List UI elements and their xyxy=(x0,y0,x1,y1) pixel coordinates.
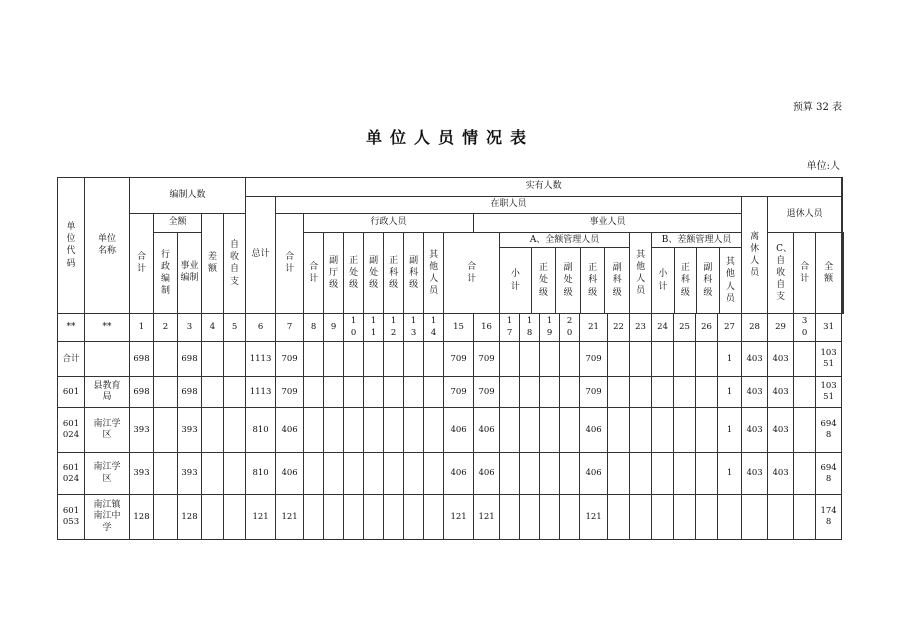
cell-col-1: 698 xyxy=(130,342,154,377)
cell-col-16: 709 xyxy=(474,342,500,377)
cell-col-25 xyxy=(674,408,696,453)
cell-col-5 xyxy=(224,495,246,540)
header-b-xiaoji: 小计 xyxy=(652,248,675,313)
cell-col-24 xyxy=(652,377,674,408)
cell-col-7: 709 xyxy=(276,342,304,377)
cell-col-31: 10351 xyxy=(816,342,842,377)
cell-col-20 xyxy=(560,495,580,540)
index-12: 12 xyxy=(384,314,404,342)
cell-col-26 xyxy=(696,408,718,453)
cell-col-12 xyxy=(384,453,404,495)
index-30: 30 xyxy=(794,314,816,342)
header-sy-bianzhi: 事业编制 xyxy=(178,233,202,314)
cell-col-28: 403 xyxy=(742,408,768,453)
cell-col-14 xyxy=(424,495,444,540)
index-21: 21 xyxy=(580,314,608,342)
cell-col-8 xyxy=(304,342,324,377)
form-number: 预算 32 表 xyxy=(792,102,842,113)
cell-col-1: 128 xyxy=(130,495,154,540)
cell-col-18 xyxy=(520,495,540,540)
cell-col-14 xyxy=(424,342,444,377)
cell-col-12 xyxy=(384,377,404,408)
header-a-xiaoji: 小计 xyxy=(500,248,532,313)
cell-col-28: 403 xyxy=(742,377,768,408)
cell-col-24 xyxy=(652,408,674,453)
cell-col-9 xyxy=(324,342,344,377)
index-7: 7 xyxy=(276,314,304,342)
cell-col-13 xyxy=(404,377,424,408)
cell-col-3: 393 xyxy=(178,453,202,495)
header-fuke: 副科级 xyxy=(404,233,424,314)
cell-col-3: 128 xyxy=(178,495,202,540)
index-9: 9 xyxy=(324,314,344,342)
cell-col-19 xyxy=(540,377,560,408)
cell-col-19 xyxy=(540,453,560,495)
cell-col-18 xyxy=(520,377,540,408)
cell-col-23 xyxy=(630,453,652,495)
cell-col-26 xyxy=(696,342,718,377)
index-19: 19 xyxy=(540,314,560,342)
index-13: 13 xyxy=(404,314,424,342)
cell-col-21: 709 xyxy=(580,377,608,408)
cell-col-31: 10351 xyxy=(816,377,842,408)
cell-col-6: 810 xyxy=(246,453,276,495)
header-xz-heji: 合计 xyxy=(304,233,324,314)
cell-col-27: 1 xyxy=(718,342,742,377)
header-sy-heji: 合计 xyxy=(444,233,500,314)
cell-col-26 xyxy=(696,453,718,495)
index-17: 17 xyxy=(500,314,520,342)
index-3: 3 xyxy=(178,314,202,342)
index-20: 20 xyxy=(560,314,580,342)
cell-col-2 xyxy=(154,408,178,453)
header-xz-qita: 其他人员 xyxy=(424,233,444,314)
cell-col-22 xyxy=(608,453,630,495)
cell-col-14 xyxy=(424,453,444,495)
header-a-zhengke: 正科级 xyxy=(581,248,606,313)
header-tx-heji: 合计 xyxy=(794,233,816,314)
header-bz-chae: 差额 xyxy=(202,214,224,314)
cell-unit-code: 601024 xyxy=(58,408,85,453)
cell-col-16: 406 xyxy=(474,408,500,453)
header-bz-zishou: 自收自支 xyxy=(224,214,246,314)
table-row xyxy=(58,453,844,495)
cell-col-23 xyxy=(630,342,652,377)
cell-col-17 xyxy=(500,377,520,408)
cell-col-14 xyxy=(424,408,444,453)
cell-col-9 xyxy=(324,408,344,453)
cell-col-9 xyxy=(324,453,344,495)
index-10: 10 xyxy=(344,314,364,342)
cell-col-6: 121 xyxy=(246,495,276,540)
cell-col-5 xyxy=(224,377,246,408)
cell-col-13 xyxy=(404,342,424,377)
cell-col-9 xyxy=(324,495,344,540)
index-8: 8 xyxy=(304,314,324,342)
cell-col-19 xyxy=(540,408,560,453)
cell-unit-name: 南江学区 xyxy=(85,453,130,495)
index-6: 6 xyxy=(246,314,276,342)
cell-unit-code: 601024 xyxy=(58,453,85,495)
cell-col-20 xyxy=(560,342,580,377)
cell-col-5 xyxy=(224,408,246,453)
cell-unit-name: 县教育局 xyxy=(85,377,130,408)
header-shiyou: 实有人数 xyxy=(246,178,842,197)
cell-col-20 xyxy=(560,408,580,453)
header-chae-mgmt: B、差额管理人员 xyxy=(652,233,741,248)
cell-col-8 xyxy=(304,408,324,453)
cell-col-4 xyxy=(202,453,224,495)
cell-unit-code: 601053 xyxy=(58,495,85,540)
cell-col-4 xyxy=(202,495,224,540)
index-row xyxy=(58,314,844,342)
cell-col-5 xyxy=(224,342,246,377)
cell-col-30 xyxy=(794,453,816,495)
cell-col-6: 810 xyxy=(246,408,276,453)
cell-col-4 xyxy=(202,408,224,453)
header-shiye: 事业人员 xyxy=(474,214,742,233)
cell-col-24 xyxy=(652,453,674,495)
index-code: ** xyxy=(58,314,85,342)
cell-col-22 xyxy=(608,408,630,453)
header-quane-mgmt: A、全额管理人员 xyxy=(500,233,629,248)
cell-col-6: 1113 xyxy=(246,342,276,377)
cell-col-4 xyxy=(202,342,224,377)
header-b-fuke: 副科级 xyxy=(697,248,720,313)
index-26: 26 xyxy=(696,314,718,342)
header-zz-heji: 合计 xyxy=(276,214,304,314)
cell-col-17 xyxy=(500,408,520,453)
unit-label: 单位:人 xyxy=(806,161,840,172)
cell-col-20 xyxy=(560,453,580,495)
header-a-fuke: 副科级 xyxy=(612,263,622,298)
cell-col-21: 121 xyxy=(580,495,608,540)
table-row xyxy=(58,408,844,453)
table-row xyxy=(58,342,844,377)
header-zongji: 总计 xyxy=(246,197,276,314)
cell-col-10 xyxy=(344,408,364,453)
cell-col-11 xyxy=(364,408,384,453)
cell-col-29: 403 xyxy=(768,408,794,453)
header-a-zhengchu: 正处级 xyxy=(532,248,557,313)
table-row xyxy=(58,495,844,540)
cell-col-19 xyxy=(540,495,560,540)
index-24: 24 xyxy=(652,314,674,342)
cell-col-8 xyxy=(304,495,324,540)
cell-col-30 xyxy=(794,342,816,377)
cell-col-25 xyxy=(674,377,696,408)
cell-col-23 xyxy=(630,495,652,540)
header-a-qita: 其他人员 xyxy=(630,233,652,314)
cell-col-18 xyxy=(520,342,540,377)
cell-col-10 xyxy=(344,495,364,540)
personnel-table xyxy=(57,177,844,540)
header-quane-mgmt-group xyxy=(500,233,630,314)
cell-unit-name: 南江学区 xyxy=(85,408,130,453)
index-name: ** xyxy=(85,314,130,342)
header-xz-bianzhi: 行政编制 xyxy=(154,233,178,314)
cell-col-27: 1 xyxy=(718,408,742,453)
cell-col-29: 403 xyxy=(768,377,794,408)
index-28: 28 xyxy=(742,314,768,342)
cell-col-27: 1 xyxy=(718,453,742,495)
header-tuixiu: 退休人员 xyxy=(768,197,842,233)
index-27: 27 xyxy=(718,314,742,342)
index-15: 15 xyxy=(444,314,474,342)
cell-col-13 xyxy=(404,453,424,495)
cell-col-7: 121 xyxy=(276,495,304,540)
cell-col-13 xyxy=(404,495,424,540)
cell-col-8 xyxy=(304,453,324,495)
cell-col-4 xyxy=(202,377,224,408)
cell-col-26 xyxy=(696,377,718,408)
header-lixiu: 离休人员 xyxy=(742,197,768,314)
cell-col-18 xyxy=(520,453,540,495)
cell-col-30 xyxy=(794,495,816,540)
cell-col-2 xyxy=(154,342,178,377)
cell-col-10 xyxy=(344,453,364,495)
cell-unit-code: 合计 xyxy=(58,342,85,377)
header-tx-quane: 全额 xyxy=(816,233,842,314)
cell-col-20 xyxy=(560,377,580,408)
index-11: 11 xyxy=(364,314,384,342)
cell-col-5 xyxy=(224,453,246,495)
cell-col-16: 121 xyxy=(474,495,500,540)
cell-col-12 xyxy=(384,408,404,453)
cell-col-23 xyxy=(630,377,652,408)
table-row xyxy=(58,377,844,408)
header-tx-chae xyxy=(843,233,844,314)
cell-col-7: 406 xyxy=(276,453,304,495)
cell-col-27: 1 xyxy=(718,377,742,408)
cell-col-15: 709 xyxy=(444,377,474,408)
cell-col-26 xyxy=(696,495,718,540)
cell-col-18 xyxy=(520,408,540,453)
index-16: 16 xyxy=(474,314,500,342)
cell-col-24 xyxy=(652,495,674,540)
cell-col-21: 709 xyxy=(580,342,608,377)
page-title: 单位人员情况表 xyxy=(365,128,534,147)
header-chae-mgmt-group xyxy=(652,233,742,314)
header-bz-heji: 合计 xyxy=(130,214,154,314)
header-zhengchu: 正处级 xyxy=(344,233,364,314)
cell-col-24 xyxy=(652,342,674,377)
cell-col-31: 1748 xyxy=(816,495,842,540)
header-xingzheng: 行政人员 xyxy=(304,214,474,233)
cell-col-15: 406 xyxy=(444,453,474,495)
cell-col-11 xyxy=(364,495,384,540)
index-5: 5 xyxy=(224,314,246,342)
cell-col-28: 403 xyxy=(742,453,768,495)
index-29: 29 xyxy=(768,314,794,342)
cell-col-1: 393 xyxy=(130,453,154,495)
cell-col-17 xyxy=(500,342,520,377)
cell-col-3: 393 xyxy=(178,408,202,453)
index-25: 25 xyxy=(674,314,696,342)
index-4: 4 xyxy=(202,314,224,342)
cell-col-15: 406 xyxy=(444,408,474,453)
cell-col-6: 1113 xyxy=(246,377,276,408)
cell-col-11 xyxy=(364,453,384,495)
header-unit-name: 单位名称 xyxy=(85,178,130,314)
cell-col-8 xyxy=(304,377,324,408)
header-a-fuchu: 副处级 xyxy=(556,248,581,313)
cell-col-2 xyxy=(154,377,178,408)
cell-col-25 xyxy=(674,495,696,540)
cell-col-10 xyxy=(344,377,364,408)
index-18: 18 xyxy=(520,314,540,342)
index-1: 1 xyxy=(130,314,154,342)
cell-col-22 xyxy=(608,342,630,377)
cell-col-22 xyxy=(608,495,630,540)
cell-col-30 xyxy=(794,408,816,453)
cell-unit-code: 601 xyxy=(58,377,85,408)
cell-col-2 xyxy=(154,495,178,540)
cell-col-13 xyxy=(404,408,424,453)
cell-col-12 xyxy=(384,342,404,377)
header-b-qita: 其他人员 xyxy=(725,257,735,304)
header-zaizhi: 在职人员 xyxy=(276,197,742,214)
cell-col-7: 406 xyxy=(276,408,304,453)
header-b-zhengke: 正科级 xyxy=(675,248,698,313)
cell-col-3: 698 xyxy=(178,377,202,408)
cell-col-23 xyxy=(630,408,652,453)
cell-col-7: 709 xyxy=(276,377,304,408)
cell-col-29: 403 xyxy=(768,342,794,377)
cell-col-9 xyxy=(324,377,344,408)
cell-col-28: 403 xyxy=(742,342,768,377)
cell-col-17 xyxy=(500,495,520,540)
index-14: 14 xyxy=(424,314,444,342)
cell-col-11 xyxy=(364,377,384,408)
cell-col-16: 709 xyxy=(474,377,500,408)
cell-col-25 xyxy=(674,342,696,377)
header-fuchu: 副处级 xyxy=(364,233,384,314)
header-futing: 副厅级 xyxy=(324,233,344,314)
cell-col-15: 121 xyxy=(444,495,474,540)
cell-col-25 xyxy=(674,453,696,495)
cell-unit-name: 南江镇南江中学 xyxy=(85,495,130,540)
cell-col-1: 393 xyxy=(130,408,154,453)
cell-col-19 xyxy=(540,342,560,377)
cell-col-30 xyxy=(794,377,816,408)
index-2: 2 xyxy=(154,314,178,342)
header-c-zishou: C、自收自支 xyxy=(768,233,794,314)
cell-col-27 xyxy=(718,495,742,540)
cell-col-11 xyxy=(364,342,384,377)
cell-col-31: 6948 xyxy=(816,408,842,453)
index-23: 23 xyxy=(630,314,652,342)
cell-col-31: 6948 xyxy=(816,453,842,495)
cell-col-3: 698 xyxy=(178,342,202,377)
header-zhengke: 正科级 xyxy=(384,233,404,314)
header-bianzhi: 编制人数 xyxy=(130,178,246,214)
header-unit-code: 单位代码 xyxy=(58,178,85,314)
cell-col-17 xyxy=(500,453,520,495)
cell-col-21: 406 xyxy=(580,453,608,495)
cell-col-12 xyxy=(384,495,404,540)
cell-col-10 xyxy=(344,342,364,377)
cell-col-14 xyxy=(424,377,444,408)
cell-col-16: 406 xyxy=(474,453,500,495)
cell-col-29: 403 xyxy=(768,453,794,495)
cell-col-1: 698 xyxy=(130,377,154,408)
cell-col-21: 406 xyxy=(580,408,608,453)
header-bz-quane: 全额 xyxy=(154,214,202,233)
cell-col-2 xyxy=(154,453,178,495)
index-31: 31 xyxy=(816,314,842,342)
cell-col-29 xyxy=(768,495,794,540)
cell-col-22 xyxy=(608,377,630,408)
cell-unit-name xyxy=(85,342,130,377)
index-22: 22 xyxy=(608,314,630,342)
cell-col-15: 709 xyxy=(444,342,474,377)
cell-col-28 xyxy=(742,495,768,540)
